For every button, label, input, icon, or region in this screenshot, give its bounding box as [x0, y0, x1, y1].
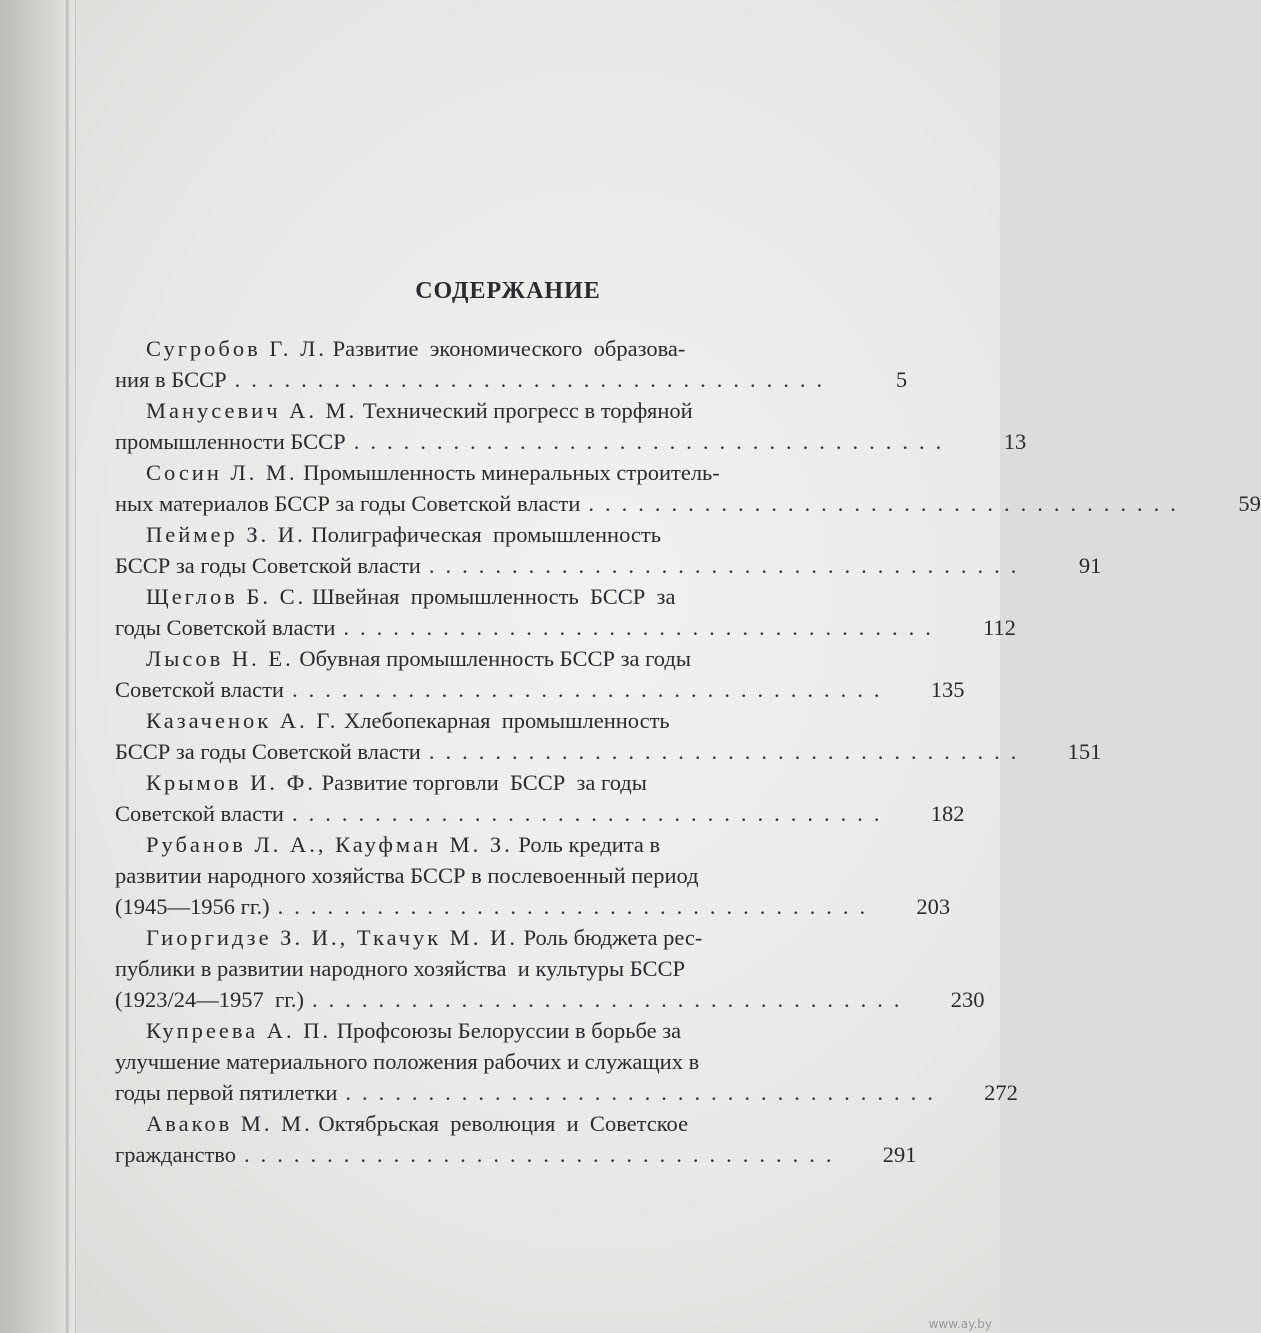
page-title: СОДЕРЖАНИЕ: [415, 278, 601, 304]
toc-title-text: развитии народного хозяйства БССР в послевоенный период: [115, 863, 699, 888]
toc-title-text: Роль кредита в: [518, 832, 661, 857]
toc-entry: [115, 643, 965, 705]
toc-title-text: (1923/24—1957 гг.): [115, 987, 305, 1012]
toc-entry-line: [115, 550, 1102, 581]
toc-author: Аваков М. М.: [146, 1111, 313, 1136]
toc-author: Купреева А. П.: [146, 1018, 332, 1043]
toc-title-text: годы первой пятилетки: [115, 1080, 338, 1105]
toc-entry: [115, 922, 985, 1015]
spine-edge: [66, 0, 69, 1333]
toc-title-text: Промышленность минеральных строитель-: [303, 460, 720, 485]
toc-title-text: публики в развитии народного хозяйства и культуры БССР: [115, 956, 686, 981]
page-number: 203: [916, 894, 951, 919]
toc-entry: [115, 705, 1102, 767]
leader-dots: ....................................: [312, 987, 911, 1012]
toc-title-text: Советской власти: [115, 801, 284, 826]
toc-author: Рубанов Л. А., Кауфман М. З.: [146, 832, 513, 857]
toc-author: Крымов И. Ф.: [146, 770, 317, 795]
toc-entry-line: [115, 798, 965, 829]
leader-dots: ....................................: [588, 491, 1187, 516]
leader-dots: ....................................: [345, 1080, 944, 1105]
toc-entry-line: [115, 1046, 901, 1077]
toc-entry: [115, 333, 908, 395]
leader-dots: ....................................: [353, 429, 953, 454]
toc-title-text: гражданство: [115, 1142, 237, 1167]
toc-entry-line: [115, 736, 1102, 767]
toc-entry-line: [115, 767, 901, 798]
leader-dots: ....................................: [277, 894, 877, 919]
toc-entry-line: [115, 860, 901, 891]
toc-title-text: улучшение материального положения рабочих и служащих в: [115, 1049, 700, 1074]
toc-entry-line: [115, 705, 901, 736]
toc-title-text: годы Советской власти: [115, 615, 336, 640]
toc-author: Сугробов Г. Л.: [146, 336, 327, 361]
toc-entry-line: [115, 953, 901, 984]
toc-title-text: Технический прогресс в торфяной: [362, 398, 693, 423]
toc-entry-line: [115, 519, 901, 550]
leader-dots: ....................................: [343, 615, 942, 640]
toc-title-text: Швейная промышленность БССР за: [311, 584, 676, 609]
toc-author: Манусевич А. М.: [146, 398, 358, 423]
toc-entry-line: [115, 333, 901, 364]
toc-entry: [115, 581, 1016, 643]
toc-title-text: Октябрьская революция и Советское: [318, 1111, 689, 1136]
toc-entry-line: [115, 426, 1027, 457]
toc-entry-line: [115, 1139, 917, 1170]
leader-dots: ....................................: [428, 553, 1028, 578]
toc-title-text: ных материалов БССР за годы Советской власти: [115, 491, 581, 516]
leader-dots: ....................................: [244, 1142, 843, 1167]
toc-title-text: (1945—1956 гг.): [115, 894, 270, 919]
page-number: 112: [982, 615, 1016, 640]
page-number: 59: [1238, 491, 1261, 516]
toc-title-text: Развитие экономического образова-: [332, 336, 686, 361]
toc-title-text: Профсоюзы Белоруссии в борьбе за: [336, 1018, 682, 1043]
toc-title-text: БССР за годы Советской власти: [115, 739, 421, 764]
table-of-contents: [115, 333, 1261, 1170]
toc-title-text: Роль бюджета рес-: [523, 925, 703, 950]
toc-author: Сосин Л. М.: [146, 460, 298, 485]
toc-title-text: ния в БССР: [115, 367, 227, 392]
toc-author: Щеглов Б. С.: [146, 584, 307, 609]
page-number: 291: [882, 1142, 917, 1167]
toc-entry-line: [115, 488, 1261, 519]
toc-entry-line: [115, 581, 901, 612]
toc-entry: [115, 1015, 1018, 1108]
leader-dots: ....................................: [234, 367, 834, 392]
toc-author: Гиоргидзе З. И., Ткачук М. И.: [146, 925, 518, 950]
toc-entry-line: [115, 1077, 1018, 1108]
toc-entry-line: [115, 829, 901, 860]
toc-title-text: промышленности БССР: [115, 429, 346, 454]
toc-entry: [115, 829, 951, 922]
toc-entry-line: [115, 891, 951, 922]
toc-title-text: Советской власти: [115, 677, 284, 702]
toc-title-text: Обувная промышленность БССР за годы: [299, 646, 691, 671]
page-number: 182: [930, 801, 965, 826]
toc-entry: [115, 767, 965, 829]
toc-author: Пеймер З. И.: [146, 522, 306, 547]
toc-entry-line: [115, 612, 1016, 643]
toc-entry: [115, 519, 1102, 581]
toc-entry-line: [115, 1108, 901, 1139]
watermark: www.ay.by: [928, 1317, 992, 1331]
page-number: 135: [930, 677, 965, 702]
toc-entry-line: [115, 364, 908, 395]
toc-entry: [115, 457, 1261, 519]
leader-dots: ....................................: [291, 801, 891, 826]
toc-entry-line: [115, 457, 901, 488]
page-number: 13: [1003, 429, 1027, 454]
page-number: 230: [950, 987, 985, 1012]
toc-entry-line: [115, 1015, 901, 1046]
toc-entry: [115, 1108, 917, 1170]
page-number: 5: [895, 367, 908, 392]
toc-title-text: Хлебопекарная промышленность: [344, 708, 670, 733]
toc-entry-line: [115, 674, 965, 705]
toc-author: Казаченок А. Г.: [146, 708, 339, 733]
leader-dots: ....................................: [428, 739, 1028, 764]
toc-entry-line: [115, 984, 985, 1015]
toc-entry: [115, 395, 1027, 457]
toc-entry-line: [115, 395, 901, 426]
toc-author: Лысов Н. Е.: [146, 646, 294, 671]
page-number: 91: [1078, 553, 1102, 578]
book-spine: [0, 0, 76, 1333]
toc-title-text: БССР за годы Советской власти: [115, 553, 421, 578]
page-number: 151: [1067, 739, 1102, 764]
toc-entry-line: [115, 643, 901, 674]
toc-entry-line: [115, 922, 901, 953]
page-number: 272: [984, 1080, 1018, 1105]
toc-title-text: Полиграфическая промышленность: [311, 522, 661, 547]
toc-title-text: Развитие торговли БССР за годы: [321, 770, 647, 795]
leader-dots: ....................................: [291, 677, 891, 702]
